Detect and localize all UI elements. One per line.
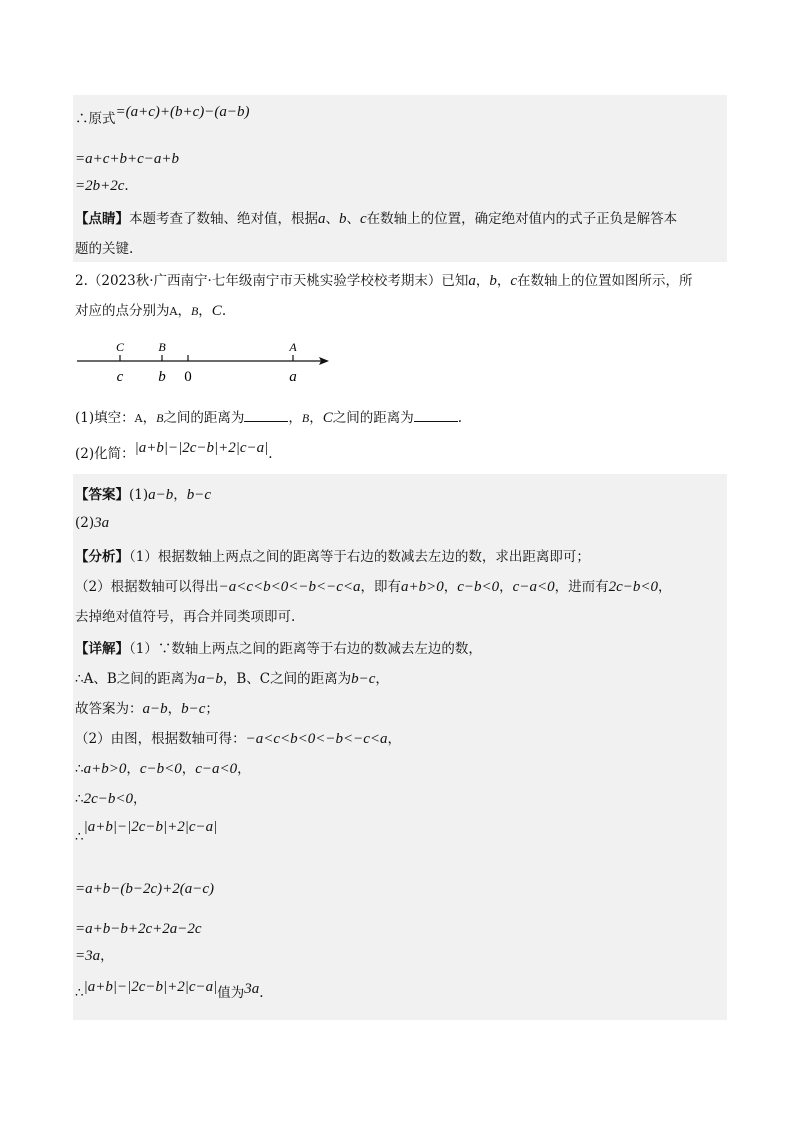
xiangjie-line-6: ∴2c−b<0，	[75, 791, 147, 807]
label-upper-B: B	[158, 340, 166, 354]
xiangjie-line-3: 故答案为：a−b，b−c；	[75, 701, 219, 717]
label-lower-0: 0	[184, 369, 192, 385]
label-lower-b: b	[158, 369, 166, 385]
problem2-line2: 对应的点分别为A，B，C.	[75, 303, 227, 319]
xiangjie-line-8: =a+b−(b−2c)+2(a−c)	[75, 881, 215, 897]
answer-line-2: (2)3a	[75, 515, 110, 531]
problem2-line1: 2.（2023秋·广西南宁·七年级南宁市天桃实验学校校考期末）已知a，b，c在数轴上的位置如图所示，所	[75, 273, 693, 289]
fenxi-line-1: 【分析】（1）根据数轴上两点之间的距离等于右边的数减去左边的数，求出距离即可；	[75, 549, 590, 565]
answer-blank-1[interactable]	[244, 408, 288, 422]
label-upper-A: A	[289, 340, 297, 354]
sol1-line1: ∴原式=(a+c)+(b+c)−(a−b)	[75, 104, 250, 127]
dianjing-line2: 题的关键.	[75, 241, 134, 257]
fenxi-line-2: （2）根据数轴可以得出−a<c<b<0<−b<−c<a，即有a+b>0，c−b<0，c−a<0，进而有2c−b<0，	[75, 579, 672, 595]
xiangjie-line-1: 【详解】（1）∵数轴上两点之间的距离等于右边的数减去左边的数，	[75, 641, 482, 657]
xiangjie-line-11: ∴|a+b|−|2c−b|+2|c−a|值为3a.	[75, 979, 264, 1001]
sol1-line3: =2b+2c.	[75, 178, 129, 194]
xiangjie-line-9: =a+b−b+2c+2a−2c	[75, 921, 202, 937]
label-lower-c: c	[116, 369, 124, 385]
label-lower-a: a	[289, 369, 297, 385]
question-2: (2)化简：|a+b|−|2c−b|+2|c−a|.	[75, 440, 273, 462]
xiangjie-line-2: ∴A、B之间的距离为a−b，B、C之间的距离为b−c，	[75, 671, 389, 687]
dianjing-line1: 【点睛】本题考查了数轴、绝对值，根据a、b、c在数轴上的位置，确定绝对值内的式子正负是解答本	[75, 211, 678, 227]
answer-blank-2[interactable]	[414, 408, 458, 422]
xiangjie-line-10: =3a，	[75, 948, 114, 964]
xiangjie-line-5: ∴a+b>0，c−b<0，c−a<0，	[75, 761, 251, 777]
question-1: (1)填空：A，B之间的距离为 ，B，C之间的距离为 .	[75, 410, 463, 426]
xiangjie-line-4: （2）由图，根据数轴可得：−a<c<b<0<−b<−c<a，	[75, 731, 402, 747]
sol1-line2: =a+c+b+c−a+b	[75, 151, 180, 167]
answer-line-1: 【答案】(1)a−b，b−c	[75, 487, 212, 503]
fenxi-line-3: 去掉绝对值符号，再合并同类项即可.	[75, 609, 296, 625]
number-line-figure	[75, 338, 335, 388]
label-upper-C: C	[115, 340, 125, 354]
xiangjie-line-7: ∴|a+b|−|2c−b|+2|c−a|	[75, 819, 218, 845]
